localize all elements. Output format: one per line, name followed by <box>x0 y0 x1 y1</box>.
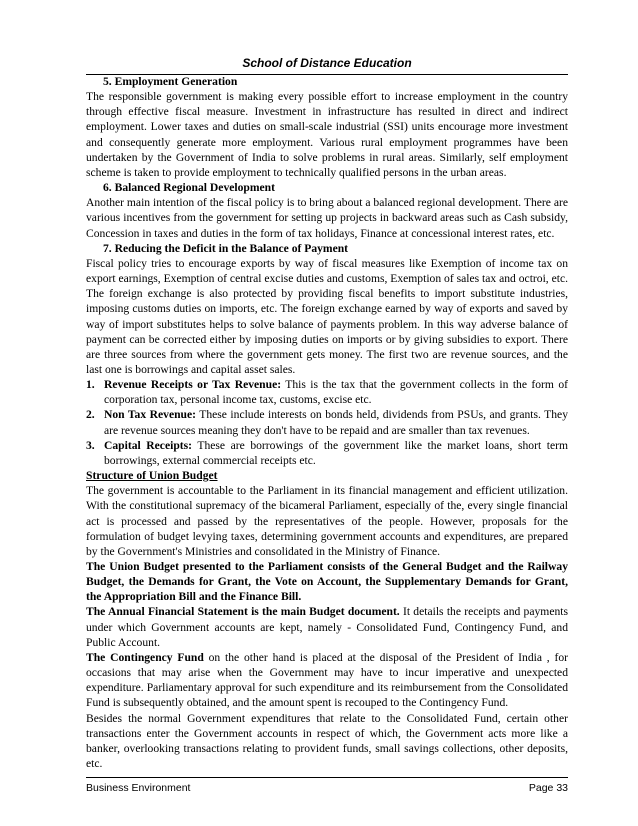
list-text: This is the tax that the government collects in the form of corporation tax, personal income tax, customs, excise etc. <box>104 378 568 407</box>
budget-paragraph: The government is accountable to the Parliament in its financial management and efficient utilization. With the constitutional supremacy of the bicameral Parliament, especially of the, every single financial act is processed and passed by the representatives of the people. However, proposals for the formulation of budget levying taxes, determining government accounts and expenditures, are prepared by the Government's Ministries and consolidated in the Ministry of Finance. <box>86 484 568 558</box>
budget-paragraph-bold: The Union Budget presented to the Parliament consists of the General Budget and the Railway Budget, the Demands for Grant, the Vote on Account, the Supplementary Demands for Grant, the Appropriation Bill and the Finance Bill. <box>86 560 568 604</box>
section-heading: 7. Reducing the Deficit in the Balance of Payment <box>103 241 349 255</box>
list-item <box>86 438 568 468</box>
budget-text: on the other hand is placed at the disposal of the President of India , for occasions that may arise when the Government may have to incur imperative and unexpected expenditure. Parliamentary approval for such expenditure and its reimbursement from the Consolidated Fund is subsequently obtained, and the amount spent is recouped to the Contingency Fund. <box>86 650 568 710</box>
section-paragraph: The responsible government is making every possible effort to increase employment in the country through effective fiscal measure. Investment in infrastructure has resulted in direct and indirect employment. Lower taxes and duties on small-scale industrial (SSI) units encourage more investment and consequently generate more employment. Various rural employment programmes have been undertaken by the Government of India to solve problems in rural areas. Similarly, self employment scheme is taken to provide employment to technically qualified persons in the urban areas. <box>86 90 568 179</box>
section-paragraph: Another main intention of the fiscal policy is to bring about a balanced regional development. There are various incentives from the government for setting up projects in backward areas such as Cash subsidy, Concession in taxes and duties in the form of tax holidays, Finance at concessional interest rates, etc. <box>86 196 568 240</box>
budget-paragraph <box>86 650 568 711</box>
section-paragraph: Fiscal policy tries to encourage exports by way of fiscal measures like Exemption of income tax on export earnings, Exemption of central excise duties and customs, Exemption of sales tax and octroi, etc. The foreign exchange is also protected by providing fiscal benefits to import substitute industries, imposing customs duties on imports, etc. The foreign exchange earned by way of exports and saved by way of import substitutes helps to solve balance of payments problem. In this way adverse balance of payment can be corrected either by imposing duties on imports or by giving subsidies to export. There are three sources from where the government gets money. The first two are revenue sources, and the last one is borrowings and capital asset sales. <box>86 256 568 376</box>
page-number: Page 33 <box>528 782 568 794</box>
list-text: These are borrowings of the government like the market loans, short term borrowings, external commercial receipts etc. <box>104 438 568 467</box>
list-item <box>86 407 568 437</box>
page-footer <box>86 777 568 794</box>
list-term: Revenue Receipts or Tax Revenue: <box>104 378 282 392</box>
budget-paragraph: Besides the normal Government expenditures that relate to the Consolidated Fund, certain other transactions enter the Government accounts in respect of which, the Government acts more like a banker, overlooking transactions relating to provident funds, small savings collections, other deposits, etc. <box>86 711 568 771</box>
budget-paragraph <box>86 604 568 649</box>
budget-heading: Structure of Union Budget <box>86 469 218 483</box>
list-number: 3. <box>86 438 95 452</box>
list-term: Capital Receipts: <box>104 438 192 452</box>
page-content <box>86 74 568 771</box>
list-number: 1. <box>86 378 95 392</box>
budget-term: The Contingency Fund <box>86 650 204 664</box>
budget-text: It details the receipts and payments under which Government accounts are kept, namely - Consolidated Fund, Contingency Fund, and Public Account. <box>86 605 568 649</box>
list-item <box>86 377 568 407</box>
page-header: School of Distance Education <box>86 56 568 75</box>
section-heading: 5. Employment Generation <box>103 75 238 88</box>
section-heading: 6. Balanced Regional Development <box>103 181 275 195</box>
revenue-sources-list <box>86 377 568 468</box>
list-text: These include interests on bonds held, dividends from PSUs, and grants. They are revenue sources meaning they don't have to be repaid and are smaller than tax revenues. <box>104 408 568 437</box>
footer-course: Business Environment <box>86 782 191 794</box>
list-term: Non Tax Revenue: <box>104 408 196 422</box>
budget-term: The Annual Financial Statement is the main Budget document. <box>86 605 400 619</box>
list-number: 2. <box>86 408 95 422</box>
